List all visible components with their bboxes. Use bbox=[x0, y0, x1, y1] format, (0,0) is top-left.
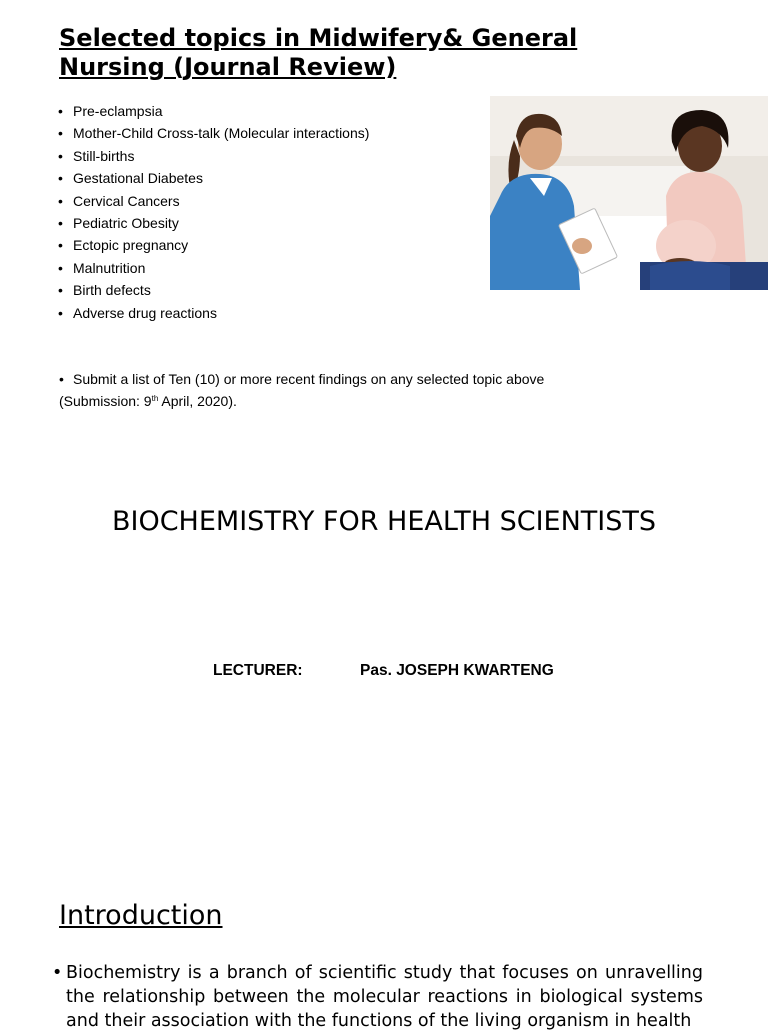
deadline-suffix: April, 2020). bbox=[158, 393, 237, 409]
topic-list bbox=[58, 100, 369, 324]
topic-item: • Gestational Diabetes bbox=[58, 167, 369, 189]
introduction-text: Biochemistry is a branch of scientific study that focuses on unravelling the relationship between the molecular reactions in biological systems and their association with the functions of the living organism in health bbox=[66, 963, 703, 1031]
topic-item: • Still-births bbox=[58, 145, 369, 167]
slide-title: Selected topics in Midwifery& General Nursing (Journal Review) bbox=[59, 24, 578, 81]
topic-item: • Birth defects bbox=[58, 279, 369, 301]
topic-item: • Malnutrition bbox=[58, 257, 369, 279]
submission-instruction: • Submit a list of Ten (10) or more recent findings on any selected topic above bbox=[59, 368, 619, 390]
course-title: BIOCHEMISTRY FOR HEALTH SCIENTISTS bbox=[111, 506, 657, 537]
introduction-heading: Introduction bbox=[59, 900, 223, 931]
topic-item: • Pre-eclampsia bbox=[58, 100, 369, 122]
submission-note bbox=[59, 368, 619, 412]
topic-item: • Adverse drug reactions bbox=[58, 302, 369, 324]
topic-item: • Ectopic pregnancy bbox=[58, 234, 369, 256]
submission-deadline bbox=[59, 390, 619, 412]
lecturer-label: LECTURER: bbox=[213, 662, 303, 679]
topic-item: • Mother-Child Cross-talk (Molecular interactions) bbox=[58, 122, 369, 144]
deadline-ordinal: th bbox=[151, 394, 159, 403]
topic-item: • Cervical Cancers bbox=[58, 190, 369, 212]
introduction-paragraph bbox=[52, 961, 703, 1033]
bullet-marker: • bbox=[52, 963, 63, 983]
lecturer-name: Pas. JOSEPH KWARTENG bbox=[360, 662, 554, 679]
topic-item: • Pediatric Obesity bbox=[58, 212, 369, 234]
deadline-prefix: (Submission: 9 bbox=[59, 393, 152, 409]
nurse-patient-photo bbox=[490, 96, 768, 290]
